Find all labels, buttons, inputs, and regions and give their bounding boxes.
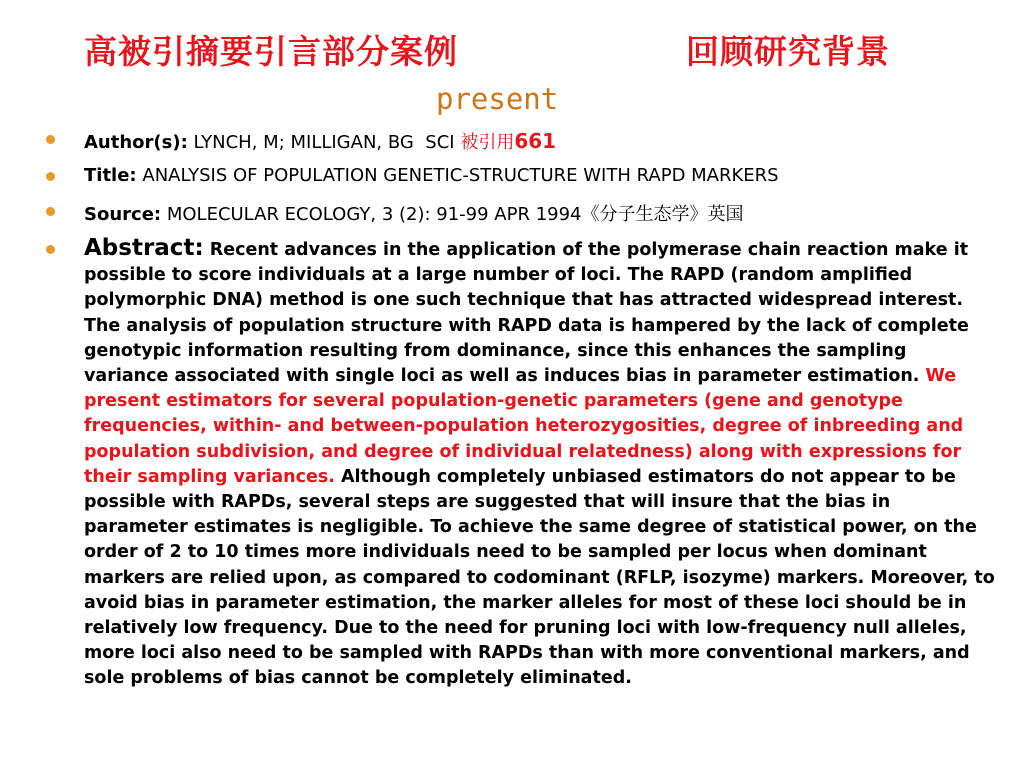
- abstract-part2: Although completely unbiased estimators do not appear to be possible with RAPDs, several steps are suggested that will insure that the bias in parameter estimates is negligible. To achieve the same degree of statistical power, on the order of 2 to 10 times more individuals need to be sampled per locus when dominant markers are relied upon, as compared to codominant (RFLP, isozyme) markers. Moreover, to avoid bias in parameter estimation, the marker alleles for most of these loci should be in relatively low frequency. Due to the need for pruning loci with low-frequency null alleles, more loci also need to be sampled with RAPDs than with more conventional markers, and sole problems of bias cannot be completely eliminated.: [84, 466, 995, 689]
- bullet-icon: [46, 135, 55, 144]
- source-label: Source:: [84, 204, 162, 225]
- bullet-icon: [46, 207, 55, 216]
- cited-count: 661: [514, 129, 557, 153]
- abstract-paragraph: [84, 236, 996, 692]
- abstract-label: Abstract:: [84, 235, 204, 261]
- author-line: [84, 128, 556, 154]
- source-line: [84, 200, 744, 226]
- author-value: LYNCH, M; MILLIGAN, BG: [193, 132, 414, 153]
- bullet-icon: [46, 172, 55, 181]
- abstract-part1: Recent advances in the application of the polymerase chain reaction make it possible to score individuals at a large number of loci. The RAPD (random amplified polymorphic DNA) method is one such technique that has attracted widespread interest. The analysis of population structure with RAPD data is hampered by the lack of complete genotypic information resulting from dominance, since this enhances the sampling variance associated with single loci as well as induces bias in parameter estimation.: [84, 240, 969, 387]
- abstract-highlight: We present estimators for several population-genetic parameters (gene and genotype frequencies, within- and between-population heterozygosities, degree of inbreeding and population subdivision, and degree of individual relatedness) along with expressions for their sampling variances.: [84, 366, 964, 487]
- title-line: [84, 165, 779, 186]
- author-label: Author(s):: [84, 132, 188, 153]
- sci-label: SCI: [425, 132, 455, 153]
- title-label: Title:: [84, 165, 137, 186]
- slide-title: 高被引摘要引言部分案例: [84, 32, 458, 71]
- bullet-icon: [46, 245, 55, 254]
- title-value: ANALYSIS OF POPULATION GENETIC-STRUCTURE WITH RAPD MARKERS: [142, 165, 779, 186]
- source-value: MOLECULAR ECOLOGY, 3 (2): 91-99 APR 1994《分子生态学》英国: [166, 204, 744, 225]
- cited-label: 被引用: [460, 132, 515, 153]
- slide-subtitle: present: [436, 82, 559, 116]
- slide-title-right: 回顾研究背景: [686, 32, 890, 71]
